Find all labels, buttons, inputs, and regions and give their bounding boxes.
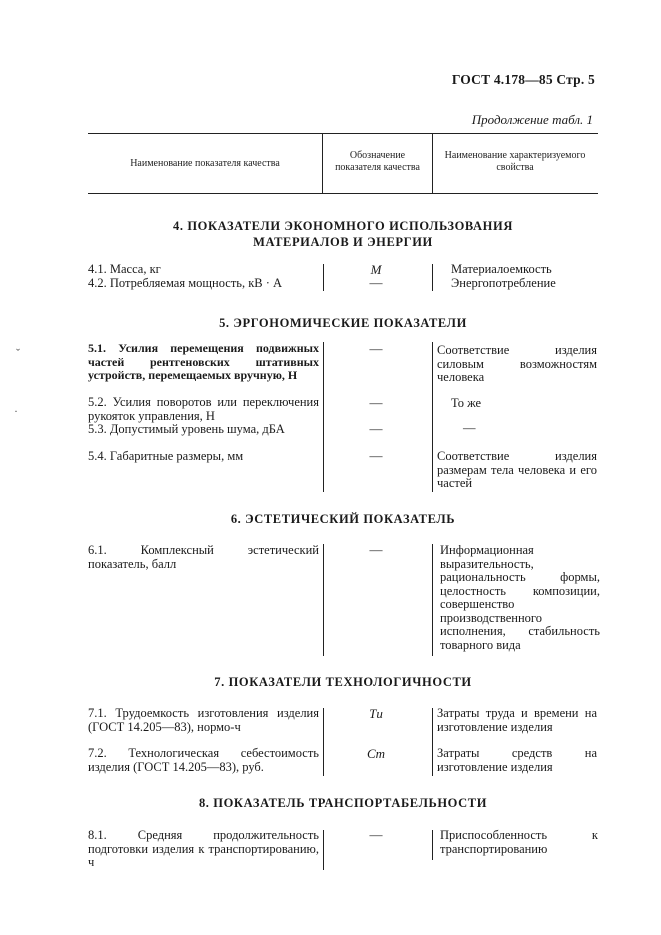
row-5-4-property: Соответствие изделия размерам тела человека и его частей: [437, 449, 597, 490]
section-4-title-line-2: МАТЕРИАЛОВ И ЭНЕРГИИ: [253, 235, 433, 249]
row-6-1-property: Информационная выразительность, рациональность формы, целостность композиции, совершенство производственного исполнения, стабильность товарного вида: [440, 543, 600, 652]
row-5-3-symbol: —: [369, 421, 383, 436]
section-8-divider-left: [323, 830, 324, 870]
table-header-bottom-rule: [88, 193, 598, 194]
table-header-divider-2: [432, 133, 433, 193]
table-header-top-rule: [88, 133, 598, 134]
row-5-1-name: 5.1. Усилия перемещения подвижных частей рентгеновских штативных устройств, перемещаемых вручную, Н: [88, 341, 319, 382]
row-8-1-property: Приспособленность к транспортированию: [440, 828, 598, 856]
section-5-divider-left: [323, 342, 324, 492]
row-8-1-symbol: —: [369, 827, 383, 842]
row-4-1-property: Материалоемкость: [451, 262, 552, 276]
row-7-1-property: Затраты труда и времени на изготовление изделия: [437, 706, 597, 734]
row-5-3-property: —: [463, 421, 476, 435]
row-8-1-name: 8.1. Средняя продолжительность подготовки изделия к транспортированию, ч: [88, 828, 319, 869]
column-header-indicator-name: Наименование показателя качества: [130, 158, 280, 169]
section-8-title: 8. ПОКАЗАТЕЛЬ ТРАНСПОРТАБЕЛЬНОСТИ: [198, 796, 488, 810]
row-5-1-property: Соответствие изделия силовым возможностям человека: [437, 343, 597, 384]
row-6-1-name: 6.1. Комплексный эстетический показатель, балл: [88, 543, 319, 571]
row-4-2-name: 4.2. Потребляемая мощность, кВ · А: [88, 276, 283, 290]
section-6-divider-right: [432, 544, 433, 656]
section-4-divider-left: [323, 264, 324, 291]
scan-speck-lower: ·: [14, 404, 18, 418]
row-5-2-name: 5.2. Усилия поворотов или переключения рукояток управления, Н: [88, 395, 319, 423]
row-5-4-symbol: —: [369, 448, 383, 463]
row-7-1-symbol: Tи: [369, 706, 383, 721]
section-7-divider-right: [432, 708, 433, 776]
row-7-2-symbol: Cт: [366, 746, 386, 761]
scan-speck-upper: ˇ: [16, 346, 20, 360]
row-5-1-symbol: —: [369, 341, 383, 356]
row-5-2-property: То же: [451, 396, 482, 410]
row-5-4-name: 5.4. Габаритные размеры, мм: [88, 449, 244, 463]
row-4-2-property: Энергопотребление: [451, 276, 556, 290]
row-7-2-property: Затраты средств на изготовление изделия: [437, 746, 597, 774]
row-5-3-name: 5.3. Допустимый уровень шума, дБА: [88, 422, 285, 436]
section-4-title-line-1: 4. ПОКАЗАТЕЛИ ЭКОНОМНОГО ИСПОЛЬЗОВАНИЯ: [173, 219, 513, 233]
section-7-title: 7. ПОКАЗАТЕЛИ ТЕХНОЛОГИЧНОСТИ: [214, 675, 472, 689]
section-5-title: 5. ЭРГОНОМИЧЕСКИЕ ПОКАЗАТЕЛИ: [219, 316, 467, 330]
column-header-indicator-symbol: Обозначение показателя качества: [335, 150, 420, 173]
row-6-1-symbol: —: [369, 542, 383, 557]
section-7-divider-left: [323, 708, 324, 776]
section-5-divider-right: [432, 342, 433, 492]
section-6-title: 6. ЭСТЕТИЧЕСКИЙ ПОКАЗАТЕЛЬ: [230, 512, 456, 526]
row-4-2-symbol: —: [369, 275, 383, 290]
section-6-divider-left: [323, 544, 324, 656]
row-7-2-name: 7.2. Технологическая себестоимость изделия (ГОСТ 14.205—83), руб.: [88, 746, 319, 774]
table-header-divider-1: [322, 133, 323, 193]
row-4-1-symbol: М: [370, 262, 382, 277]
row-5-2-symbol: —: [369, 395, 383, 410]
page-header-title: ГОСТ 4.178—85 Стр. 5: [451, 72, 595, 87]
row-4-1-name: 4.1. Масса, кг: [88, 262, 161, 276]
table-continuation-label: Продолжение табл. 1: [471, 112, 593, 127]
section-4-divider-right: [432, 264, 433, 291]
section-8-divider-right: [432, 830, 433, 860]
column-header-property-name: Наименование характеризуемого свойства: [444, 150, 586, 173]
row-7-1-name: 7.1. Трудоемкость изготовления изделия (ГОСТ 14.205—83), нормо-ч: [88, 706, 319, 734]
